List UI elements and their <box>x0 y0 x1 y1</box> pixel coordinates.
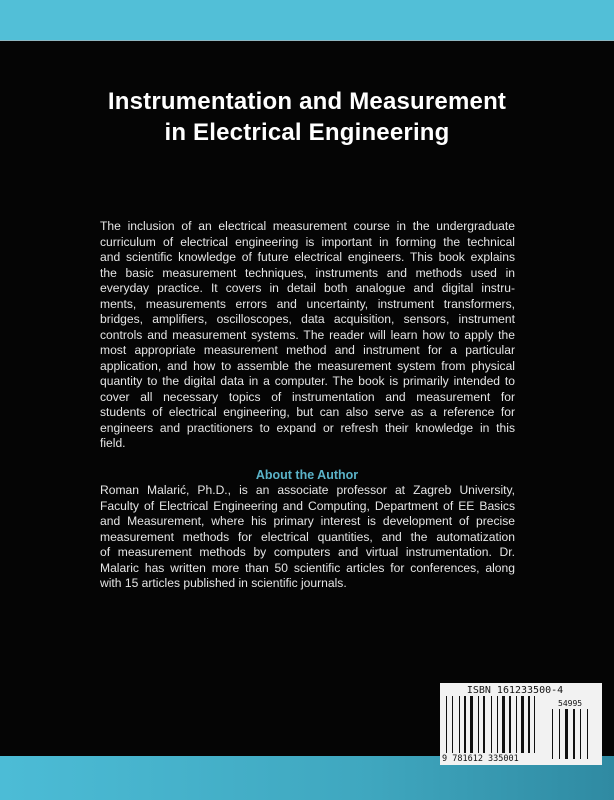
barcode-bar <box>516 696 517 753</box>
about-author-heading: About the Author <box>255 468 359 482</box>
text-line: bridges, amplifiers, oscilloscopes, data acquisition, sensors, instrument <box>100 312 515 326</box>
text-line: of measurement methods by computers and virtual instrumentation. Dr. <box>100 545 515 559</box>
text-line: Malaric has written more than 50 scientific articles for conferences, along <box>100 560 515 575</box>
text-line: application, and how to assemble the measurement system from physical <box>100 358 515 373</box>
text-line: The inclusion of an electrical measurement course in the undergraduate <box>100 219 515 233</box>
text-line: most appropriate measurement method and instrument for a particular <box>100 343 515 357</box>
book-title <box>0 86 614 148</box>
barcode-bar <box>587 709 588 759</box>
book-description <box>100 219 515 452</box>
author-bio <box>100 483 515 592</box>
text-line: students of electrical engineering, but can also serve as a reference for <box>100 405 515 419</box>
barcode-bar <box>470 696 473 753</box>
barcode-bar <box>478 696 479 753</box>
text-line: ments, measurements errors and uncertainty, instrument transformers, <box>100 296 515 311</box>
barcode-bar <box>580 709 581 759</box>
text-line: curriculum of electrical engineering is important in forming the technical <box>100 234 515 249</box>
barcode-bar <box>521 696 524 753</box>
barcode-bar <box>528 696 530 753</box>
text-line: measurement methods for electrical quantities, and the automatization <box>100 529 515 544</box>
barcode-bar <box>491 696 492 753</box>
price-code: 54995 <box>558 699 583 708</box>
text-line: with 15 articles published in scientific journals. <box>100 576 347 590</box>
isbn-text: ISBN 161233500-4 <box>466 685 564 696</box>
barcode-bar <box>565 709 568 759</box>
barcode-bar <box>446 696 447 753</box>
title-line-1: Instrumentation and Measurement <box>107 88 507 115</box>
barcode-bar <box>559 709 560 759</box>
text-line: quantity to the digital data in a computer. The book is primarily intended to <box>100 374 515 388</box>
barcode-bar <box>452 696 453 753</box>
text-line: and Measurement, where his primary interest is development of precise <box>100 514 515 528</box>
text-line: the basic measurement techniques, instruments and methods used in <box>100 265 515 280</box>
barcode-bar <box>502 696 505 753</box>
isbn-barcode <box>440 683 602 765</box>
text-line: and scientific knowledge of future electrical engineers. This book explains <box>100 250 515 264</box>
barcode-bar <box>483 696 485 753</box>
text-line: cover all necessary topics of instrumentation and measurement for <box>100 389 515 404</box>
text-line: Faculty of Electrical Engineering and Computing, Department of EE Basics <box>100 498 515 513</box>
barcode-digits: 9 781612 335001 <box>442 754 519 764</box>
barcode-bar <box>464 696 466 753</box>
barcode-bar <box>509 696 511 753</box>
text-line: everyday practice. It covers in detail both analogue and digital instru- <box>100 281 515 295</box>
text-line: controls and measurement systems. The reader will learn how to apply the <box>100 327 515 342</box>
barcode-bar <box>534 696 535 753</box>
barcode-bar <box>573 709 575 759</box>
text-line: engineers and practitioners to expand or refresh their knowledge in this <box>100 420 515 435</box>
top-color-band <box>0 0 614 41</box>
title-line-2: in Electrical Engineering <box>164 119 450 146</box>
barcode-bar <box>552 709 553 759</box>
text-line: field. <box>100 436 126 450</box>
barcode-bar <box>497 696 498 753</box>
barcode-bar <box>459 696 460 753</box>
text-line: Roman Malarić, Ph.D., is an associate professor at Zagreb University, <box>100 483 515 497</box>
